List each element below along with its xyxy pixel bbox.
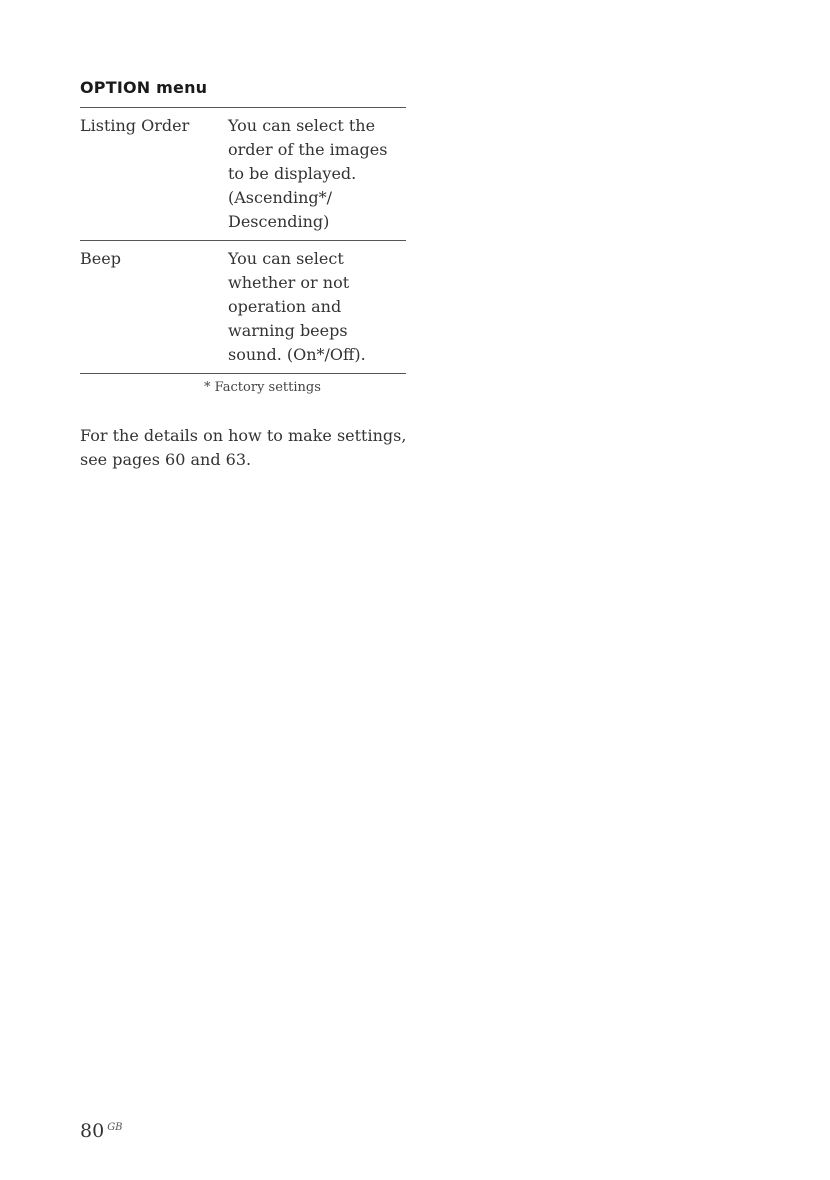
footnote: * Factory settings (204, 380, 321, 395)
option-table (80, 108, 406, 374)
option-description: You can select whether or not operation and warning beeps sound. (On*/Off). (228, 249, 366, 364)
table-row (80, 108, 406, 241)
option-description: You can select the order of the images to be displayed. (Ascending*/ Descending) (228, 116, 388, 231)
table-row (80, 241, 406, 374)
body-paragraph: For the details on how to make settings, see pages 60 and 63. (80, 426, 407, 469)
page-number-suffix: GB (107, 1121, 123, 1133)
option-term: Beep (80, 249, 121, 268)
page-number (80, 1120, 123, 1142)
page-number-value: 80 (80, 1120, 105, 1142)
section-heading: OPTION menu (80, 78, 406, 108)
option-menu-section (80, 78, 406, 395)
option-term: Listing Order (80, 116, 190, 135)
